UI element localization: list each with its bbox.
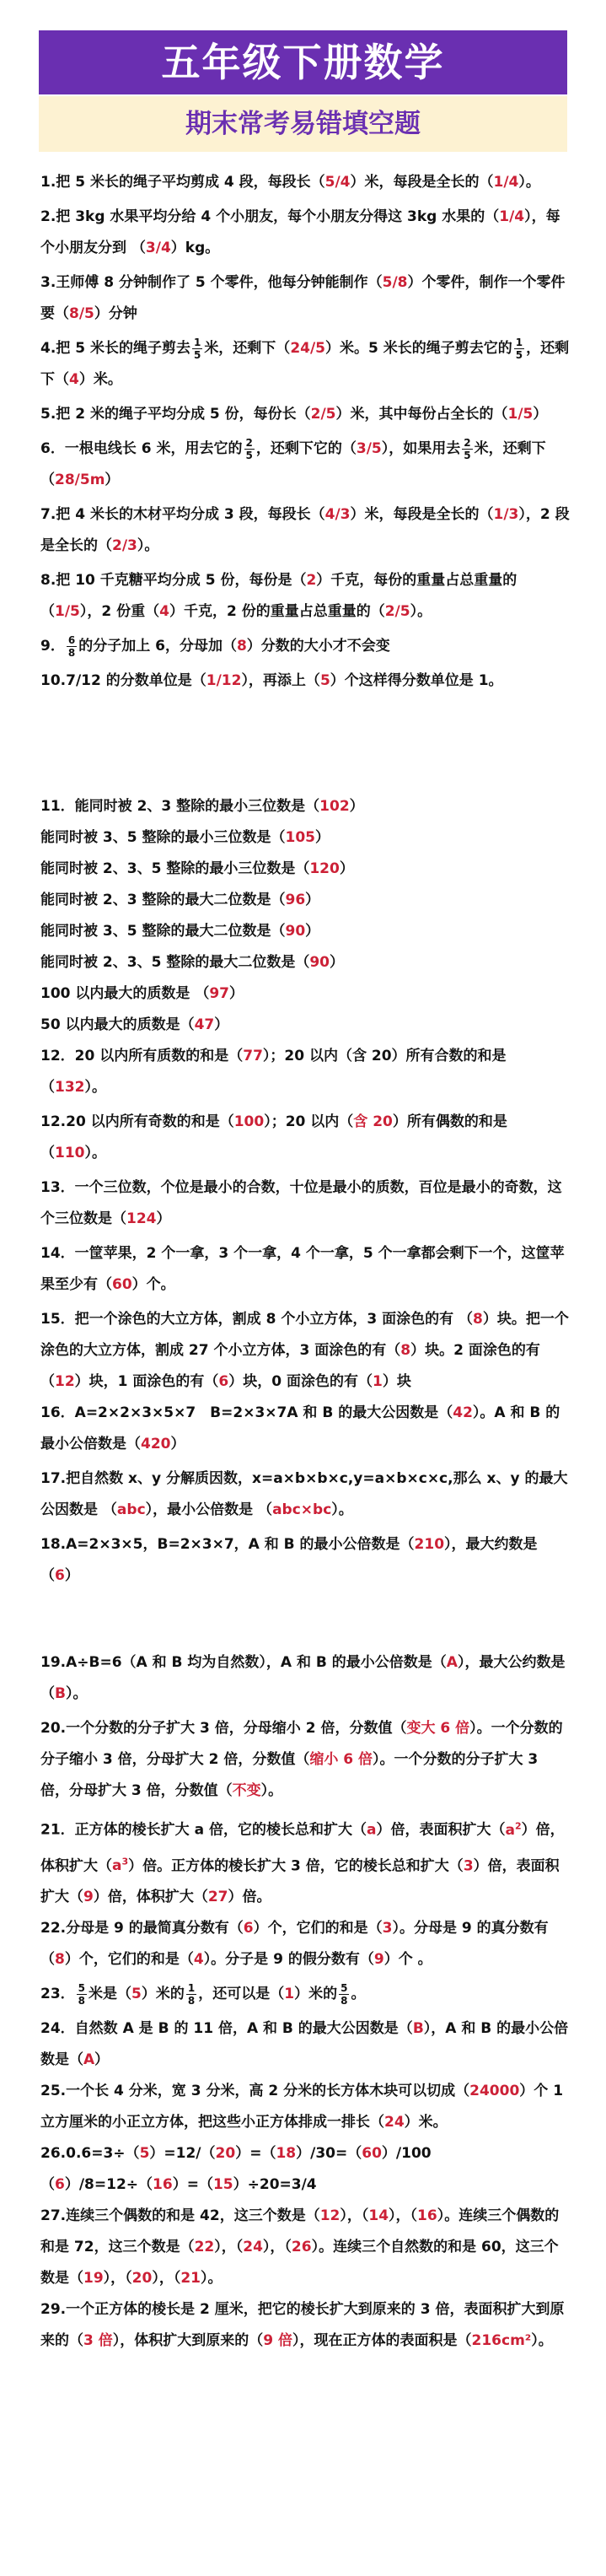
question-23: 23． $\frac{5}{8}$ 米是（5）米的 $\frac{1}{8}$ ，还可以是（1）米的 $\frac{5}{8}$ 。 [40, 1981, 366, 2007]
answer: 1 [284, 1986, 295, 2003]
answer: 22 [194, 2239, 215, 2256]
fraction: $\frac{1}{5}$ [515, 336, 523, 361]
question-10: 10.7/12 的分数单位是（1/12），再添上（5）个这样得分数单位是 1。 [40, 672, 503, 689]
page-subtitle: 期末常考易错填空题 [39, 96, 567, 152]
answer: 8/5 [69, 305, 94, 322]
answer: 26 [291, 2239, 312, 2256]
question-8: 8.把 10 千克糖平均分成 5 份，每份是（2）千克，每份的重量占总重量的（1/5），2 份重（4）千克，2 份的重量占总重量的（2/5）。 [40, 572, 518, 620]
question-12: 12．20 以内所有质数的和是（77）；20 以内（含 20）所有合数的和是（132）。 [40, 1048, 507, 1096]
answer: a [366, 1821, 377, 1839]
question-13: 13．一个三位数，个位是最小的合数，十位是最小的质数，百位是最小的奇数，这个三位数是（124） [40, 1179, 562, 1227]
question-15: 15．把一个涂色的大立方体，割成 8 个小立方体，3 面涂色的有 （8）块。把一个涂色的大立方体，割成 27 个小立方体，3 面涂色的有（8）块。2 面涂色的有（12）块，1 面涂色的有（6）块，0 面涂色的有（1）块 [40, 1311, 569, 1390]
answer: 2/3 [112, 537, 137, 554]
answer: 42 [453, 1404, 473, 1421]
answer: abc×bc [272, 1501, 332, 1518]
answer: 77 [243, 1048, 263, 1064]
question-29: 29.一个正方体的棱长是 2 厘米，把它的棱长扩大到原来的 3 倍，表面积扩大到原来的（3 倍），体积扩大到原来的（9 倍），现在正方体的表面积是（216cm²）。 [40, 2301, 565, 2350]
answer: 1/5 [55, 603, 80, 620]
section-gap [40, 1592, 570, 1647]
question-18: 18.A=2×3×5，B=2×3×7，A 和 B 的最小公倍数是（210），最大约数是 （6） [40, 1536, 538, 1584]
section-gap [40, 697, 570, 791]
question-1: 1.把 5 米长的绳子平均剪成 4 段，每段长（5/4）米，每段是全长的（1/4）。 [40, 174, 540, 191]
answer: B [412, 2020, 424, 2038]
answer: 90 [309, 954, 330, 971]
answer: 216cm² [471, 2332, 532, 2350]
answer: 90 [285, 923, 306, 940]
answer: 15 [212, 2176, 233, 2194]
answer: 4 [193, 1951, 204, 1969]
answer: 9 [373, 1951, 384, 1969]
answer: 8 [55, 1951, 65, 1969]
answer: 105 [285, 829, 315, 846]
answer: 24/5 [290, 340, 326, 357]
answer: 132 [55, 1079, 85, 1096]
question-7: 7.把 4 米长的木材平均分成 3 段，每段长（4/3）米，每段是全长的（1/3），2 段是全长的（2/3）。 [40, 506, 570, 554]
question-16: 16．A=2×2×3×5×7 B=2×3×7A 和 B 的最大公因数是（42）。A 和 B 的最小公倍数是（420） [40, 1404, 560, 1452]
answer: 12 [319, 2207, 341, 2225]
answer: 24 [384, 2114, 405, 2131]
answer: abc [116, 1501, 146, 1518]
answer: 28/5m [55, 472, 105, 488]
answer: 47 [194, 1016, 215, 1033]
answer: 20 [131, 2270, 153, 2288]
answer: 110 [55, 1145, 85, 1161]
fraction: $\frac{2}{5}$ [245, 436, 253, 461]
question-27: 27.连续三个偶数的和是 42，这三个数是（12），（14），（16）。连续三个偶数的和是 72，这三个数是（22），（24），（26）。连续三个自然数的和是 60，这三个数是（19），（20），（21）。 [40, 2207, 560, 2288]
answer: 20 [215, 2145, 236, 2163]
answer: 120 [309, 860, 340, 877]
question-24: 24．自然数 A 是 B 的 11 倍，A 和 B 的最大公因数是（B），A 和 B 的最小公倍数是（A） [40, 2020, 569, 2069]
answer: 变大 6 倍 [406, 1720, 470, 1737]
answer: 8 [236, 638, 247, 655]
answer: 6 [55, 1567, 65, 1584]
answer: 1 [373, 1373, 383, 1390]
answer: 4 [159, 603, 169, 620]
answer: 3 [382, 1920, 393, 1937]
question-21: 21．正方体的棱长扩大 a 倍，它的棱长总和扩大（a）倍，表面积扩大$(a^2)$倍，体积扩大$(a^3)$倍。正方体的棱长扩大 3 倍，它的棱长总和扩大（3）倍，表面积扩大（9）倍，体积扩大（27）倍。 [40, 1820, 565, 1906]
answer: 124 [126, 1210, 157, 1227]
answer: 21 [180, 2270, 201, 2288]
answer: 5 [319, 672, 330, 689]
question-12b: 12.20 以内所有奇数的和是（100）；20 以内（含 20）所有偶数的和是（110）。 [40, 1113, 507, 1161]
question-2: 2.把 3kg 水果平均分给 4 个小朋友，每个小朋友分得这 3kg 水果的（1/4），每个小朋友分到 （3/4）kg。 [40, 208, 560, 256]
answer: 1/12 [206, 672, 242, 689]
answer: 12 [55, 1373, 75, 1390]
answer: 不变 [232, 1782, 261, 1799]
answer: 2 [306, 572, 317, 589]
answer: 1/4 [499, 208, 525, 225]
question-20: 20.一个分数的分子扩大 3 倍，分母缩小 2 倍，分数值（变大 6 倍）。一个分数的分子缩小 3 倍，分母扩大 2 倍，分数值（缩小 6 倍）。一个分数的分子扩大 3 倍，分母扩大 3 倍，分数值（不变）。 [40, 1720, 563, 1799]
question-26: 26.0.6=3÷（5）=12/（20）=（18）/30=（60）/100 [40, 2145, 432, 2163]
fraction: $\frac{5}{8}$ [341, 1981, 348, 2007]
answer: 6 [218, 1373, 229, 1390]
answer: 4/3 [324, 506, 351, 523]
answer: A [446, 1654, 458, 1671]
fraction: $\frac{5}{8}$ [78, 1981, 86, 2007]
question-11e: 能同时被 3、5 整除的最大二位数是（90） [40, 923, 320, 940]
question-4: 4.把 5 米长的绳子剪去 $\frac{1}{5}$ 米，还剩下（24/5）米。5 米长的绳子剪去它的 $\frac{1}{5}$ ，还剩下（4）米。 [40, 336, 570, 388]
question-11d: 能同时被 2、3 整除的最大二位数是（96） [40, 892, 320, 908]
answer: 3/5 [356, 440, 382, 457]
answer: 5/8 [382, 274, 408, 291]
answer: B [55, 1685, 66, 1702]
question-19: 19.A÷B=6（A 和 B 均为自然数），A 和 B 的最小公倍数是（A），最大公约数是（B）。 [40, 1654, 566, 1702]
answer: 1/3 [493, 506, 519, 523]
answer: 16 [153, 2176, 173, 2194]
answer: 4 [69, 371, 79, 388]
answer: 60 [112, 1276, 132, 1293]
answer: 24 [243, 2239, 263, 2256]
answer: 3 倍 [83, 2332, 113, 2350]
question-14: 14．一筐苹果，2 个一拿，3 个一拿，4 个一拿，5 个一拿都会剩下一个，这筐苹果至少有（60）个。 [40, 1245, 565, 1293]
question-3: 3.王师傅 8 分钟制作了 5 个零件，他每分钟能制作（5/8）个零件，制作一个零件要（8/5）分钟 [40, 274, 566, 322]
question-list [40, 167, 570, 2357]
answer: 18 [276, 2145, 297, 2163]
answer: 5 [131, 1986, 142, 2003]
question-26b: （6）/8=12÷（16）=（15）÷20=3/4 [40, 2176, 317, 2194]
page-title: 五年级下册数学 [39, 30, 567, 94]
question-11h: 50 以内最大的质数是（47） [40, 1016, 229, 1033]
question-9: 9． $\frac{6}{8}$ 的分子加上 6，分母加（8）分数的大小才不会变 [40, 633, 390, 659]
answer: 97 [209, 985, 229, 1002]
answer: 9 倍 [263, 2332, 292, 2350]
answer: 8 [473, 1311, 483, 1328]
question-22: 22.分母是 9 的最简真分数有（6）个，它们的和是（3）。分母是 9 的真分数有（8）个，它们的和是（4）。分子是 9 的假分数有（9）个 。 [40, 1920, 549, 1969]
answer: 420 [141, 1436, 171, 1452]
answer: 2/5 [384, 603, 410, 620]
question-11: 11．能同时被 2、3 整除的最小三位数是（102） [40, 798, 364, 815]
answer: 5/4 [324, 174, 351, 191]
answer: 5 [139, 2145, 150, 2163]
answer: 1/4 [493, 174, 519, 191]
answer: 1/5 [507, 406, 534, 423]
question-11c: 能同时被 2、3、5 整除的最小三位数是（120） [40, 860, 354, 877]
answer: 9 [83, 1889, 94, 1906]
answer: 3/4 [145, 240, 171, 256]
answer: 24000 [469, 2083, 520, 2100]
answer: A [83, 2051, 95, 2069]
answer: 96 [285, 892, 306, 908]
answer: 6 [243, 1920, 254, 1937]
question-11g: 100 以内最大的质数是 （97） [40, 985, 244, 1002]
answer: 210 [414, 1536, 445, 1553]
answer: 3 [463, 1857, 474, 1875]
answer: 14 [368, 2207, 389, 2225]
question-5: 5.把 2 米的绳子平均分成 5 份，每份长（2/5）米，其中每份占全长的（1/5） [40, 406, 548, 423]
question-17: 17.把自然数 x、y 分解质因数，x=a×b×b×c,y=a×b×c×c,那么 x、y 的最大公因数是 （abc），最小公倍数是 （abc×bc）。 [40, 1470, 568, 1518]
answer: 2/5 [310, 406, 336, 423]
fraction: $\frac{1}{8}$ [187, 1981, 196, 2007]
answer: 16 [417, 2207, 437, 2225]
answer: 8 [400, 1342, 411, 1359]
question-11b: 能同时被 3、5 整除的最小三位数是（105） [40, 829, 330, 846]
answer: 19 [83, 2270, 104, 2288]
fraction: $\frac{6}{8}$ [67, 633, 76, 659]
answer: 60 [362, 2145, 382, 2163]
answer: 含 20 [353, 1113, 393, 1130]
answer: 27 [207, 1889, 228, 1906]
answer: $a^2$ [505, 1820, 522, 1839]
question-25: 25.一个长 4 分米，宽 3 分米，高 2 分米的长方体木块可以切成（24000）个 1 立方厘米的小正立方体，把这些小正方体排成一排长（24）米。 [40, 2083, 564, 2131]
question-11f: 能同时被 2、3、5 整除的最大二位数是（90） [40, 954, 344, 971]
fraction: $\frac{2}{5}$ [464, 436, 471, 461]
fraction: $\frac{1}{5}$ [193, 336, 201, 361]
answer: 缩小 6 倍 [309, 1751, 373, 1768]
answer: 100 [233, 1113, 265, 1130]
answer: 102 [319, 798, 350, 815]
answer: $a^3$ [112, 1856, 129, 1875]
question-6: 6．一根电线长 6 米，用去它的 $\frac{2}{5}$ ，还剩下它的（3/5），如果用去 $\frac{2}{5}$ 米，还剩下（28/5m） [40, 436, 546, 488]
answer: 6 [55, 2176, 65, 2194]
